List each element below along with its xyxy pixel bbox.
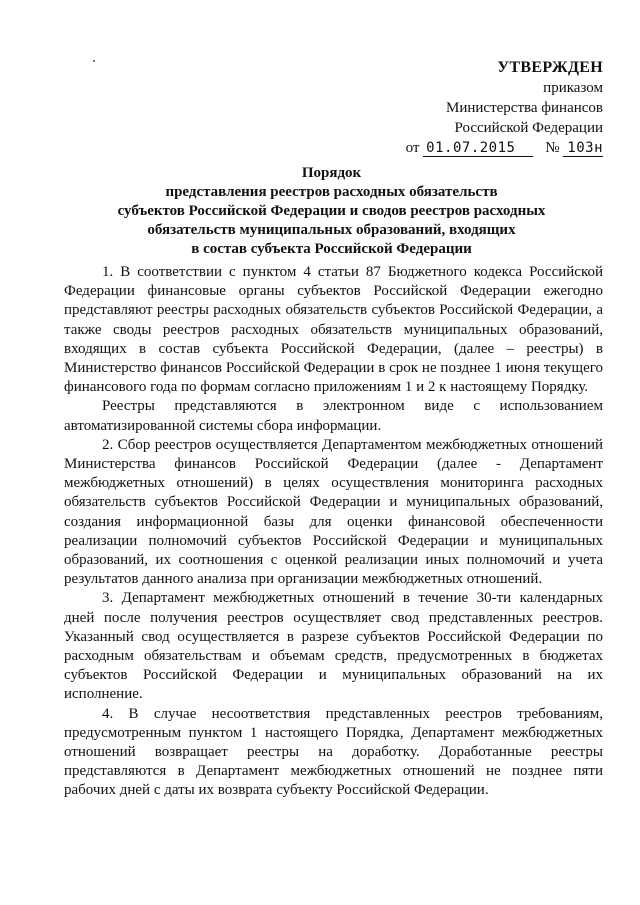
approval-block [323, 58, 603, 158]
paragraph-2: 2. Сбор реестров осуществляется Департаментом межбюджетных отношений Министерства финансов Российской Федерации (далее - Департамент межбюджетных отношений) в целях осуществления мониторинга расходных обязательств субъектов Российской Федерации и муниципальных образований, создания информационной базы для оценки финансовой обеспеченности реализации полномочий субъектов Российской Федерации и муниципальных образований, их соотношения с оценкой реализации иных полномочий и учета результатов данного анализа при организации межбюджетных отношений. [64, 436, 603, 588]
number-prefix: № [545, 140, 560, 156]
order-date-number-line [323, 138, 603, 158]
date-prefix: от [405, 140, 420, 156]
approval-heading: УТВЕРЖДЕН [497, 59, 603, 76]
order-date: 01.07.2015 [423, 140, 533, 157]
order-number: 103н [563, 140, 603, 157]
paragraph-1-note: Реестры представляются в электронном виде с использованием автоматизированной системы сбора информации. [64, 398, 603, 434]
paragraph-1: 1. В соответствии с пунктом 4 статьи 87 Бюджетного кодекса Российской Федерации финансовые органы субъектов Российской Федерации ежегодно представляют реестры расходных обязательств субъектов Российской Федерации, а также своды реестров расходных обязательств муниципальных образований, входящих в состав субъекта Российской Федерации, (далее – реестры) в Министерство финансов Российской Федерации в срок не позднее 1 июня текущего финансового года по формам согласно приложениям 1 и 2 к настоящему Порядку. [64, 264, 603, 396]
approval-line-ministry: Министерства финансов [446, 100, 603, 116]
title-line-4: обязательств муниципальных образований, входящих [147, 222, 516, 238]
approval-line-order: приказом [543, 80, 603, 96]
title-line-3: субъектов Российской Федерации и сводов реестров расходных [117, 203, 546, 219]
approval-line-country: Российской Федерации [454, 120, 603, 136]
scan-speck [93, 60, 95, 62]
title-line-1: Порядок [301, 165, 362, 181]
document-body [64, 263, 603, 801]
title-line-2: представления реестров расходных обязательств [165, 184, 498, 200]
document-title [60, 164, 603, 259]
title-line-5: в состав субъекта Российской Федерации [191, 241, 472, 257]
paragraph-4: 4. В случае несоответствия представленных реестров требованиям, предусмотренным пунктом 1 настоящего Порядка, Департамент межбюджетных отношений возвращает реестры на доработку. Доработанные реестры представляются в Департамент межбюджетных отношений не позднее пяти рабочих дней с даты их возврата субъекту Российской Федерации. [64, 705, 603, 799]
paragraph-3: 3. Департамент межбюджетных отношений в течение 30-ти календарных дней после получения реестров осуществляет свод представленных реестров. Указанный свод осуществляется в разрезе субъектов Российской Федерации по расходным обязательствам и объемам средств, предусмотренных в бюджетах субъектов Российской Федерации и муниципальных образований на их исполнение. [64, 590, 603, 703]
